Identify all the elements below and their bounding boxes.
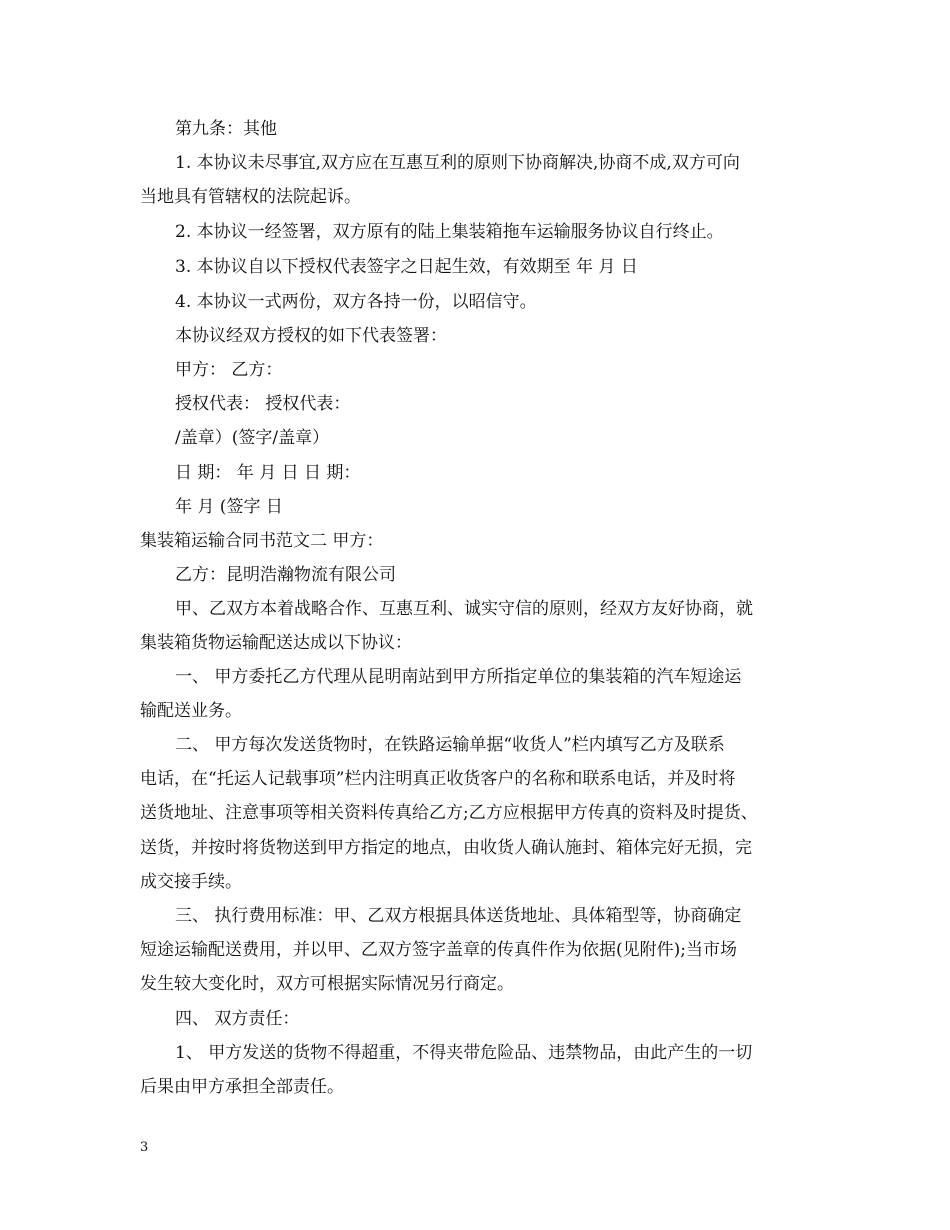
date-line: 日 期： 年 月 日 日 期： [175, 463, 361, 483]
party-b-line: 乙方：昆明浩瀚物流有限公司 [175, 565, 396, 585]
authorized-representatives: 授权代表： 授权代表： [175, 394, 351, 414]
clause-1-line-2: 当地具有管辖权的法院起诉。 [140, 187, 361, 207]
section-four-item-1-line-2: 后果由甲方承担全部责任。 [140, 1077, 344, 1097]
article-nine-heading: 第九条：其他 [175, 119, 277, 139]
clause-2: 2. 本协议一经签署，双方原有的陆上集装箱拖车运输服务协议自行终止。 [175, 222, 724, 242]
contract-template-title: 集装箱运输合同书范文二 甲方： [140, 531, 384, 551]
section-two-line-4: 送货，并按时将货物送到甲方指定的地点，由收货人确认施封、箱体完好无损，完 [140, 838, 752, 858]
section-one-line-2: 输配送业务。 [140, 701, 242, 721]
date-signature-line: 年 月 (签字 日 [175, 497, 283, 517]
section-four-heading: 四、 双方责任： [175, 1009, 300, 1029]
section-two-line-3: 送货地址、注意事项等相关资料传真给乙方;乙方应根据甲方传真的资料及时提货、 [140, 803, 758, 823]
signature-stamp-line: /盖章）(签字/盖章） [175, 428, 330, 448]
section-three-line-3: 发生较大变化时，双方可根据实际情况另行商定。 [140, 974, 514, 994]
page-number: 3 [140, 1140, 149, 1155]
signature-intro: 本协议经双方授权的如下代表签署： [175, 326, 447, 346]
preamble-line-1: 甲、乙双方本着战略合作、互惠互利、诚实守信的原则，经双方友好协商，就 [175, 599, 753, 619]
clause-4: 4. 本协议一式两份，双方各持一份，以昭信守。 [175, 292, 537, 312]
clause-1-line-1: 1. 本协议未尽事宜,双方应在互惠互利的原则下协商解决,协商不成,双方可向 [175, 153, 740, 173]
section-four-item-1-line-1: 1、 甲方发送的货物不得超重，不得夹带危险品、违禁物品，由此产生的一切 [175, 1043, 753, 1063]
party-labels: 甲方： 乙方： [175, 360, 283, 380]
section-one-line-1: 一、 甲方委托乙方代理从昆明南站到甲方所指定单位的集装箱的汽车短途运 [175, 667, 742, 687]
section-two-line-2: 电话，在“托运人记载事项”栏内注明真正收货客户的名称和联系电话，并及时将 [140, 769, 736, 789]
section-two-line-5: 成交接手续。 [140, 872, 242, 892]
clause-3: 3. 本协议自以下授权代表签字之日起生效，有效期至 年 月 日 [175, 257, 638, 277]
section-two-line-1: 二、 甲方每次发送货物时，在铁路运输单据“收货人”栏内填写乙方及联系 [175, 735, 725, 755]
preamble-line-2: 集装箱货物运输配送达成以下协议： [140, 633, 412, 653]
section-three-line-2: 短途运输配送费用，并以甲、乙双方签字盖章的传真件作为依据(见附件);当市场 [140, 940, 737, 960]
section-three-line-1: 三、 执行费用标准：甲、乙双方根据具体送货地址、具体箱型等，协商确定 [175, 906, 742, 926]
